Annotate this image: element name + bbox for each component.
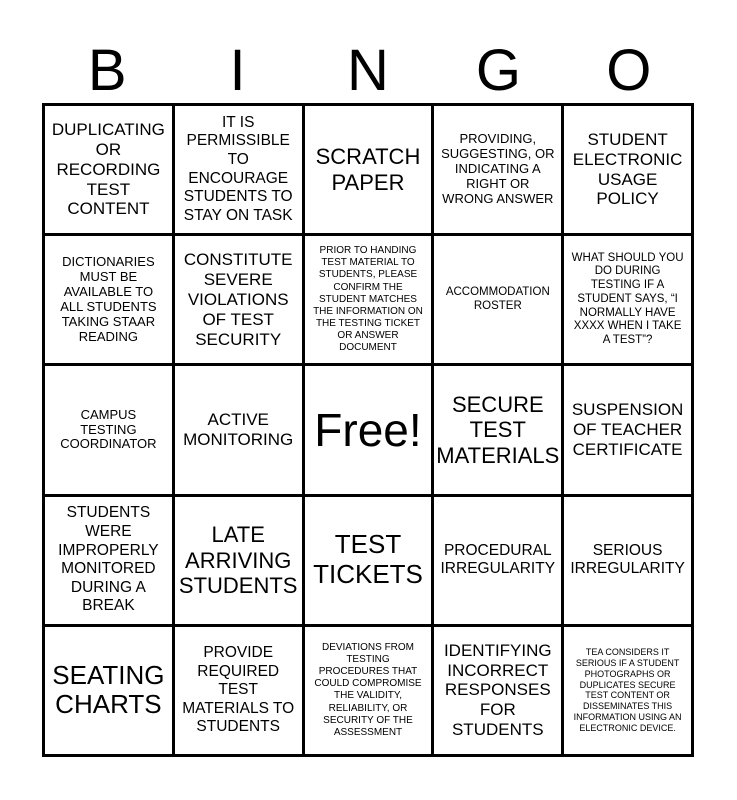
bingo-cell[interactable]: TEST TICKETS	[305, 497, 432, 624]
bingo-cell[interactable]: SUSPENSION OF TEACHER CERTIFICATE	[564, 366, 691, 493]
bingo-cell[interactable]: PROVIDE REQUIRED TEST MATERIALS TO STUDENTS	[175, 627, 302, 754]
bingo-cell[interactable]: DUPLICATING OR RECORDING TEST CONTENT	[45, 106, 172, 233]
bingo-cell[interactable]: STUDENTS WERE IMPROPERLY MONITORED DURING A BREAK	[45, 497, 172, 624]
bingo-cell[interactable]: SERIOUS IRREGULARITY	[564, 497, 691, 624]
header-letter-b: B	[87, 38, 127, 103]
header-letter-n: N	[347, 38, 389, 103]
bingo-board	[42, 103, 694, 757]
bingo-cell[interactable]: PROVIDING, SUGGESTING, OR INDICATING A RIGHT OR WRONG ANSWER	[434, 106, 561, 233]
bingo-cell[interactable]: STUDENT ELECTRONIC USAGE POLICY	[564, 106, 691, 233]
header-letter-o: O	[606, 38, 652, 103]
bingo-cell[interactable]: DEVIATIONS FROM TESTING PROCEDURES THAT COULD COMPROMISE THE VALIDITY, RELIABILITY, OR SECURITY OF THE ASSESSMENT	[305, 627, 432, 754]
bingo-cell[interactable]: WHAT SHOULD YOU DO DURING TESTING IF A STUDENT SAYS, “I NORMALLY HAVE XXXX WHEN I TAKE A TEST”?	[564, 236, 691, 363]
free-space[interactable]: Free!	[305, 366, 432, 493]
bingo-cell[interactable]: TEA CONSIDERS IT SERIOUS IF A STUDENT PHOTOGRAPHS OR DUPLICATES SECURE TEST CONTENT OR DISSEMINATES THIS INFORMATION USING AN ELECTRONIC DEVICE.	[564, 627, 691, 754]
header-letter-i: I	[229, 38, 246, 103]
bingo-cell[interactable]: PROCEDURAL IRREGULARITY	[434, 497, 561, 624]
bingo-cell[interactable]: SCRATCH PAPER	[305, 106, 432, 233]
bingo-cell[interactable]: LATE ARRIVING STUDENTS	[175, 497, 302, 624]
bingo-cell[interactable]: SECURE TEST MATERIALS	[434, 366, 561, 493]
bingo-header	[42, 40, 694, 102]
bingo-cell[interactable]: ACTIVE MONITORING	[175, 366, 302, 493]
header-letter-g: G	[475, 38, 521, 103]
bingo-cell[interactable]: CAMPUS TESTING COORDINATOR	[45, 366, 172, 493]
bingo-cell[interactable]: PRIOR TO HANDING TEST MATERIAL TO STUDENTS, PLEASE CONFIRM THE STUDENT MATCHES THE INFORMATION ON THE TESTING TICKET OR ANSWER DOCUMENT	[305, 236, 432, 363]
bingo-cell[interactable]: ACCOMMODATION ROSTER	[434, 236, 561, 363]
bingo-cell[interactable]: DICTIONARIES MUST BE AVAILABLE TO ALL STUDENTS TAKING STAAR READING	[45, 236, 172, 363]
bingo-cell[interactable]: IDENTIFYING INCORRECT RESPONSES FOR STUDENTS	[434, 627, 561, 754]
bingo-cell[interactable]: CONSTITUTE SEVERE VIOLATIONS OF TEST SECURITY	[175, 236, 302, 363]
bingo-cell[interactable]: IT IS PERMISSIBLE TO ENCOURAGE STUDENTS TO STAY ON TASK	[175, 106, 302, 233]
bingo-cell[interactable]: SEATING CHARTS	[45, 627, 172, 754]
